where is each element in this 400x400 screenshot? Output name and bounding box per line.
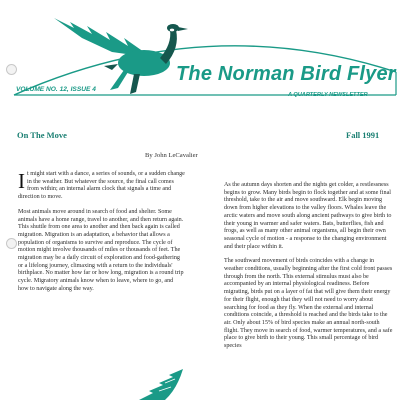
volume-issue: VOLUME NO. 12, ISSUE 4 <box>16 86 96 93</box>
article-right-column <box>224 182 394 358</box>
article-paragraph <box>18 171 185 202</box>
section-title: On The Move <box>17 130 67 140</box>
binder-hole-middle <box>6 238 17 249</box>
article-paragraph: As the autumn days shorten and the nights get colder, a restlessness begins to grow. Many birds begin to flock together and at some final threshold, take to the air and move southward. Elk begin moving down from higher elevations to the valley floors. Whales leave the arctic waters and move south along ancient pathways to give birth to their young in warmer and safer waters. Bats, butterflies, fish and frogs, as well as many other animal organisms, all begin their own seasonal cycle of motion - a response to the changing environment and their place within it. <box>224 182 392 250</box>
newsletter-title: The Norman Bird Flyer <box>176 63 396 85</box>
newsletter-subtitle: A QUARTERLY NEWSLETTER <box>288 92 368 98</box>
paragraph-text: t might start with a dance, a series of sounds, or a sudden change in the weather. But whatever the source, the final call comes from within; an internal alarm clock that signals a time and direction to move. <box>18 171 185 201</box>
article-paragraph: Most animals move around in search of food and shelter. Some animals have a home range, travel to another, and then return again. This shuttle from one area to another and then back again is called migration. Migration is an adaptation, a behavior that allows a population of organisms to survive and reproduce. The cycle of motion might involve thousands of miles or thousands of feet. The migration may be a daily circuit of exploration and food-gathering or a lifelong journey, climaxing with a return to the individuals' birthplace. No matter how far or how long, migration is a round trip cycle. Migratory animals know when to leave, where to go, and how to navigate along the way. <box>18 208 184 292</box>
issue-date: Fall 1991 <box>346 130 380 140</box>
article-left-column <box>18 171 185 301</box>
canada-goose-illustration <box>52 8 192 96</box>
article-byline: By John LeCavalier <box>145 152 198 159</box>
drop-cap: I <box>18 169 25 193</box>
bird-wing-illustration <box>135 367 185 400</box>
article-paragraph: The southward movement of birds coincides with a change in weather conditions, usually beginning after the first cold front passes through from the north. This external stimulus must also be accompanied by an internal physiological readiness. Before migrating, birds put on a layer of fat that will give them their energy for their flight, enough that they will not need to worry about searching for food as they fly. When the external and internal conditions coincide, a threshold is reached and the birds take to the air. Only about 15% of bird species make an annual north-south flight. They move in search of food, warmer temperatures, and a safe place to give birth to their young. This small percentage of bird species <box>224 258 393 350</box>
